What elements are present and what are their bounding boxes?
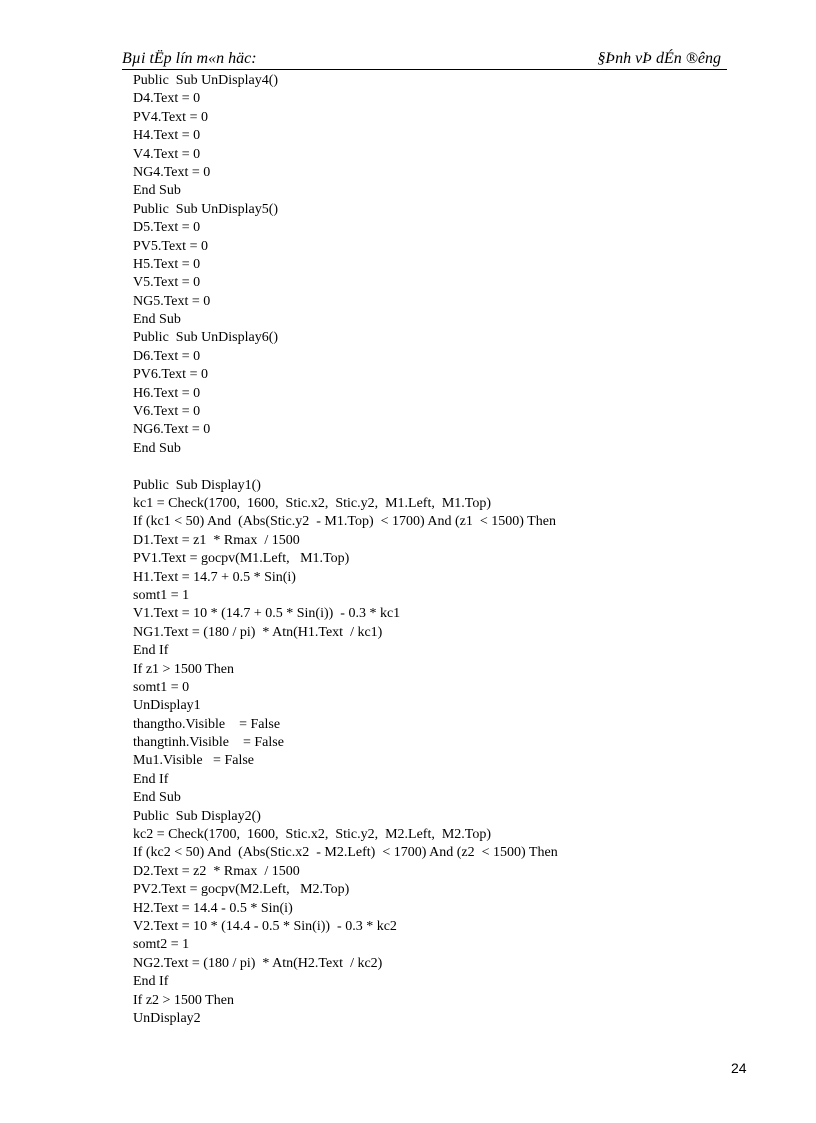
- code-line: Public Sub UnDisplay4(): [133, 73, 279, 88]
- code-line: NG5.Text = 0: [133, 293, 211, 309]
- code-line: End If: [133, 771, 169, 787]
- code-listing: [133, 72, 558, 1028]
- code-line: Public Sub Display2(): [133, 808, 261, 824]
- page-number: 24: [731, 1060, 747, 1076]
- code-line: If z1 > 1500 Then: [133, 661, 234, 677]
- code-line: thangtinh.Visible = False: [133, 735, 284, 751]
- code-line: Public Sub UnDisplay5(): [133, 201, 279, 217]
- code-line: Mu1.Visible = False: [133, 753, 254, 769]
- code-line: [133, 458, 558, 476]
- code-line: H6.Text = 0: [133, 385, 201, 401]
- code-line: NG6.Text = 0: [133, 422, 211, 438]
- code-line: UnDisplay1: [133, 698, 201, 714]
- code-line: somt2 = 1: [133, 937, 190, 953]
- code-line: Public Sub Display1(): [133, 477, 261, 493]
- code-line: PV6.Text = 0: [133, 367, 208, 383]
- code-line: V1.Text = 10 * (14.7 + 0.5 * Sin(i)) - 0.3 * kc1: [133, 606, 401, 622]
- code-line: V5.Text = 0: [133, 275, 201, 291]
- code-line: NG1.Text = (180 / pi) * Atn(H1.Text / kc1): [133, 624, 383, 640]
- code-line: D2.Text = z2 * Rmax / 1500: [133, 863, 300, 879]
- code-line: If z2 > 1500 Then: [133, 992, 234, 1008]
- code-line: V6.Text = 0: [133, 404, 201, 420]
- code-line: kc2 = Check(1700, 1600, Stic.x2, Stic.y2, M2.Left, M2.Top): [133, 827, 492, 843]
- code-line: UnDisplay2: [133, 1010, 201, 1026]
- code-line: End If: [133, 643, 169, 659]
- code-line: somt1 = 1: [133, 587, 190, 603]
- code-line: H4.Text = 0: [133, 128, 201, 144]
- code-line: End Sub: [133, 790, 181, 806]
- code-line: NG4.Text = 0: [133, 164, 211, 180]
- code-line: D6.Text = 0: [133, 348, 201, 364]
- code-line: H2.Text = 14.4 - 0.5 * Sin(i): [133, 900, 293, 916]
- code-line: PV2.Text = gocpv(M2.Left, M2.Top): [133, 882, 350, 898]
- code-line: D4.Text = 0: [133, 91, 201, 107]
- header-topic-title: §Þnh vÞ dÉn ®êng: [597, 50, 721, 67]
- code-line: End Sub: [133, 312, 181, 328]
- code-line: D5.Text = 0: [133, 220, 201, 236]
- code-line: H1.Text = 14.7 + 0.5 * Sin(i): [133, 569, 296, 585]
- code-line: PV5.Text = 0: [133, 238, 208, 254]
- code-line: End Sub: [133, 183, 181, 199]
- code-line: V4.Text = 0: [133, 146, 201, 162]
- code-line: kc1 = Check(1700, 1600, Stic.x2, Stic.y2, M1.Left, M1.Top): [133, 495, 492, 511]
- code-line: End Sub: [133, 440, 181, 456]
- code-line: End If: [133, 974, 169, 990]
- code-line: Public Sub UnDisplay6(): [133, 330, 279, 346]
- code-line: If (kc2 < 50) And (Abs(Stic.x2 - M2.Left) < 1700) And (z2 < 1500) Then: [133, 845, 558, 861]
- code-line: thangtho.Visible = False: [133, 716, 281, 732]
- code-line: If (kc1 < 50) And (Abs(Stic.y2 - M1.Top) < 1700) And (z1 < 1500) Then: [133, 514, 556, 530]
- code-line: PV1.Text = gocpv(M1.Left, M1.Top): [133, 551, 350, 567]
- code-line: somt1 = 0: [133, 679, 190, 695]
- code-line: PV4.Text = 0: [133, 109, 208, 125]
- code-line: V2.Text = 10 * (14.4 - 0.5 * Sin(i)) - 0.3 * kc2: [133, 918, 397, 934]
- code-line: D1.Text = z1 * Rmax / 1500: [133, 532, 300, 548]
- page-header: [122, 50, 727, 70]
- code-line: NG2.Text = (180 / pi) * Atn(H2.Text / kc2): [133, 955, 383, 971]
- header-course-title: Bµi tËp lín m«n häc:: [122, 50, 257, 67]
- code-line: H5.Text = 0: [133, 256, 201, 272]
